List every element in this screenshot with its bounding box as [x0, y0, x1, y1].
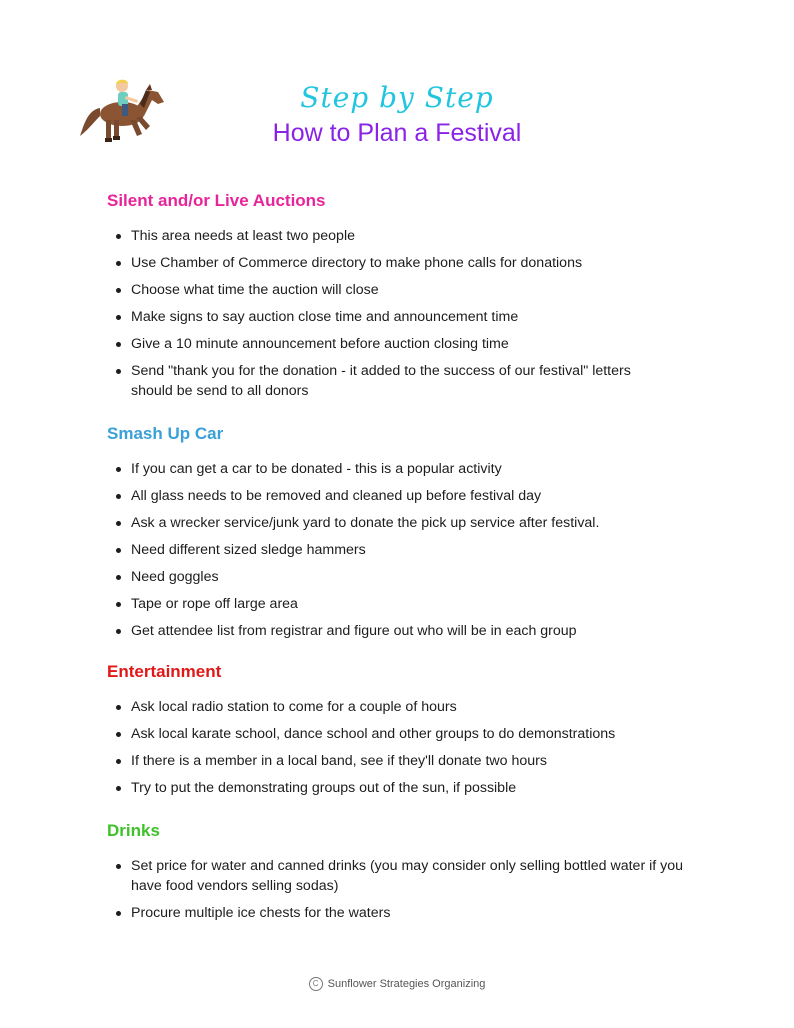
list-item: Set price for water and canned drinks (you may consider only selling bottled water if you have food vendors selling sodas) [107, 856, 707, 896]
section-entertainment [107, 661, 707, 798]
page-title: How to Plan a Festival [272, 119, 522, 147]
section-heading-auctions: Silent and/or Live Auctions [107, 191, 326, 210]
footer-text: Sunflower Strategies Organizing [327, 977, 486, 990]
smash-up-car-list [107, 459, 707, 641]
list-item: If there is a member in a local band, see if they'll donate two hours [107, 751, 707, 771]
list-item: Try to put the demonstrating groups out of the sun, if possible [107, 778, 707, 798]
list-item: Ask local karate school, dance school and other groups to do demonstrations [107, 724, 707, 744]
list-item: Make signs to say auction close time and announcement time [107, 307, 707, 327]
list-item: Tape or rope off large area [107, 594, 707, 614]
list-item: All glass needs to be removed and cleaned up before festival day [107, 486, 707, 506]
section-heading-smash-up-car: Smash Up Car [107, 424, 224, 443]
list-item: Give a 10 minute announcement before auction closing time [107, 334, 707, 354]
entertainment-list [107, 697, 707, 798]
auctions-list [107, 226, 707, 401]
list-item: Procure multiple ice chests for the waters [107, 903, 707, 923]
list-item: If you can get a car to be donated - this is a popular activity [107, 459, 707, 479]
list-item: Use Chamber of Commerce directory to make phone calls for donations [107, 253, 707, 273]
section-smash-up-car [107, 423, 707, 641]
section-heading-entertainment: Entertainment [107, 662, 222, 681]
list-item: Send "thank you for the donation - it added to the success of our festival" letters should be send to all donors [107, 361, 707, 401]
section-drinks [107, 820, 707, 923]
list-item: This area needs at least two people [107, 226, 707, 246]
list-item: Ask a wrecker service/junk yard to donate the pick up service after festival. [107, 513, 707, 533]
document-header [0, 80, 794, 150]
copyright-icon: C [309, 977, 323, 991]
list-item: Get attendee list from registrar and figure out who will be in each group [107, 621, 707, 641]
list-item: Need goggles [107, 567, 707, 587]
drinks-list [107, 856, 707, 923]
footer [0, 977, 794, 991]
section-heading-drinks: Drinks [107, 821, 160, 840]
script-title: Step by Step [300, 81, 494, 114]
list-item: Ask local radio station to come for a couple of hours [107, 697, 707, 717]
section-auctions [107, 190, 707, 401]
list-item: Need different sized sledge hammers [107, 540, 707, 560]
list-item: Choose what time the auction will close [107, 280, 707, 300]
